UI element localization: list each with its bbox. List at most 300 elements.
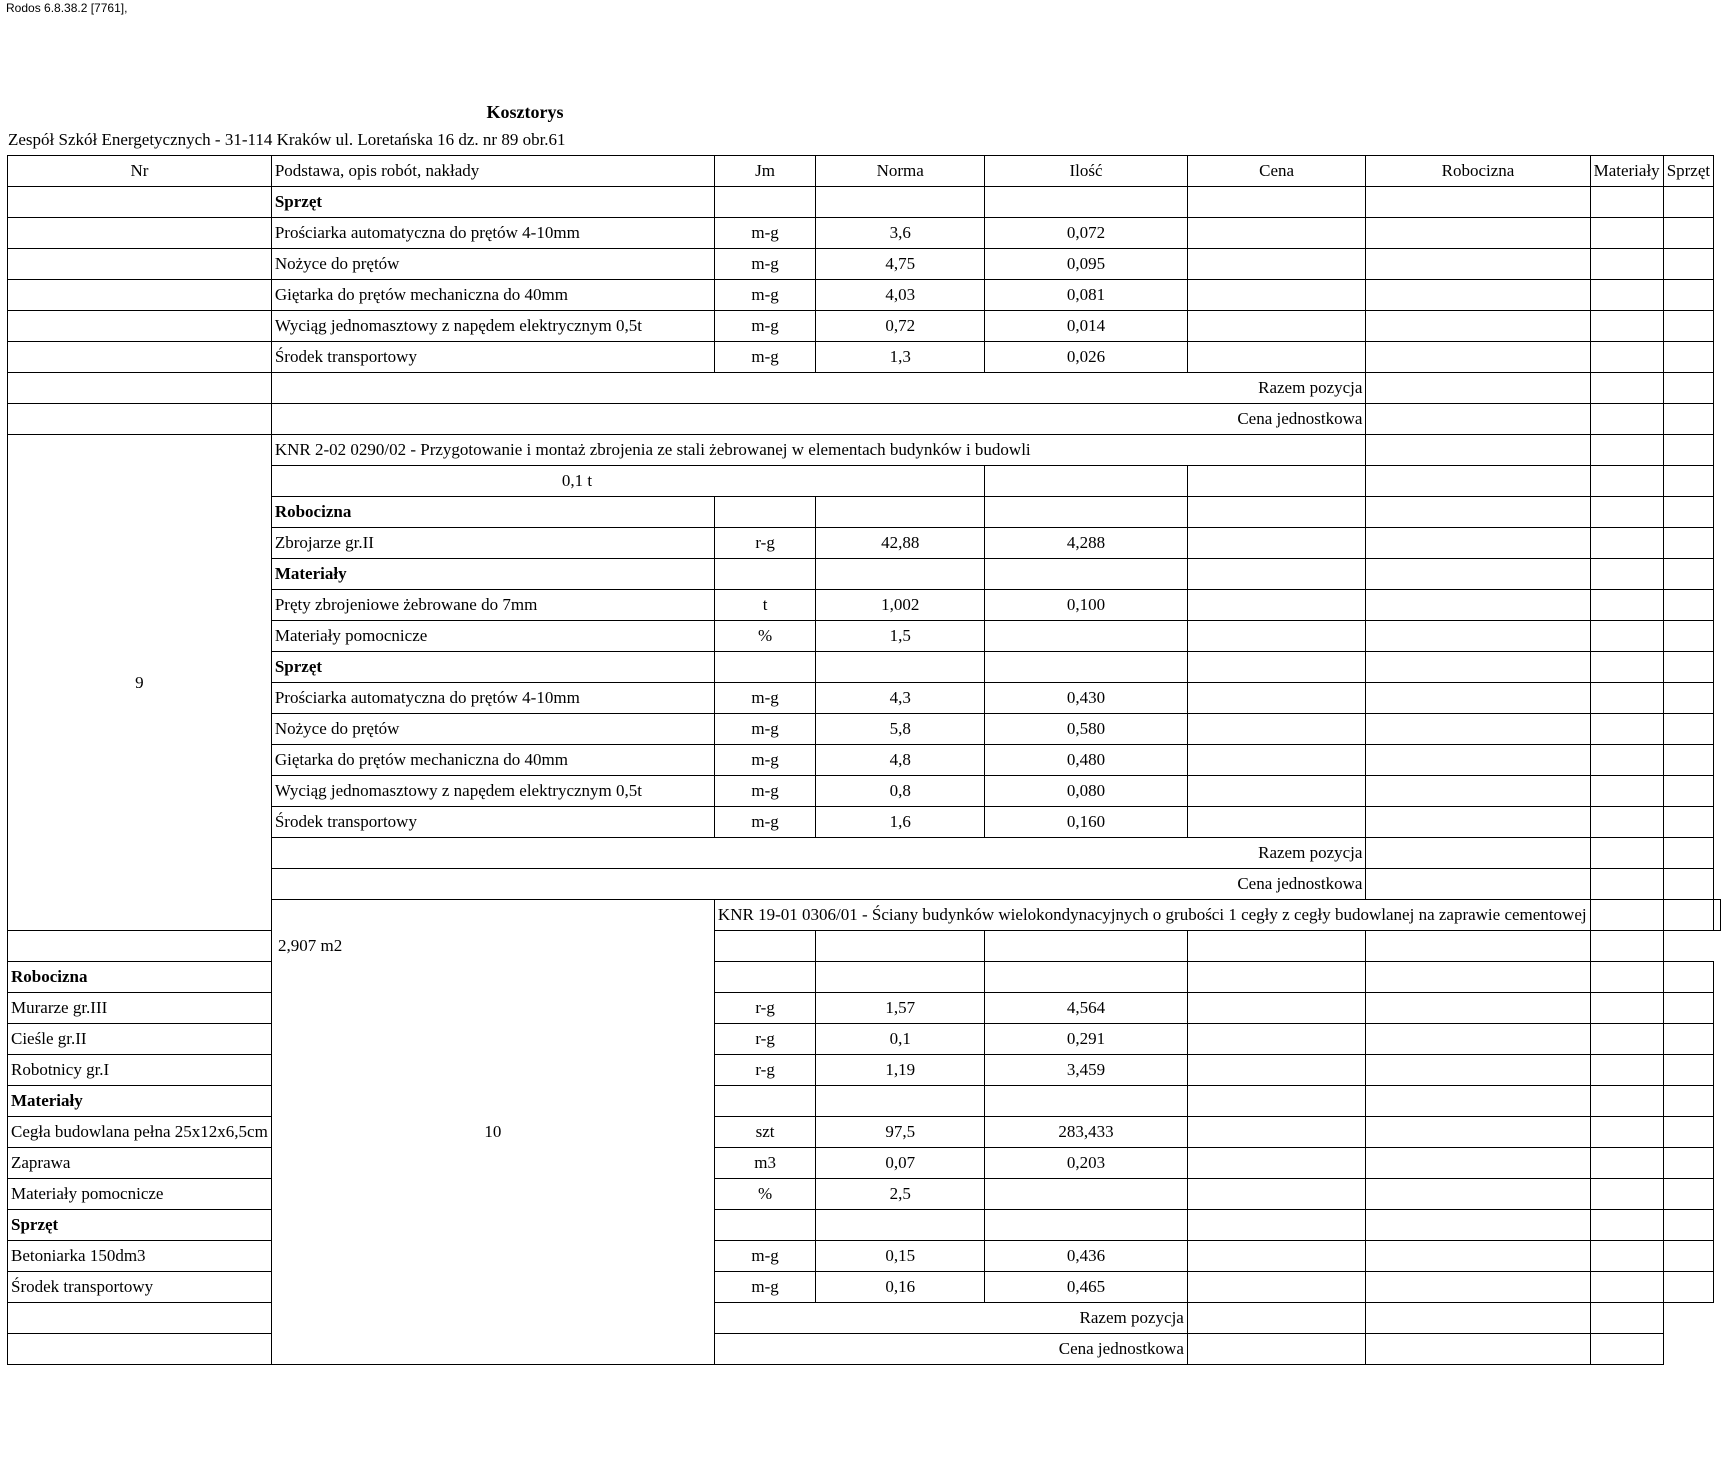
empty-cell <box>985 559 1188 590</box>
empty-cell <box>1663 311 1713 342</box>
empty-cell <box>1663 1272 1713 1303</box>
item-ilosc: 0,480 <box>985 745 1188 776</box>
empty-cell <box>1663 1055 1713 1086</box>
empty-cell <box>1366 373 1590 404</box>
empty-cell <box>1663 683 1713 714</box>
empty-cell <box>1187 590 1366 621</box>
position-number: 10 <box>271 900 714 1365</box>
empty-cell <box>1590 776 1663 807</box>
empty-cell <box>1187 1055 1366 1086</box>
empty-cell <box>1187 466 1366 497</box>
empty-cell <box>1590 466 1663 497</box>
empty-cell <box>1663 559 1713 590</box>
table-row <box>8 1272 1721 1303</box>
empty-cell <box>1663 1117 1713 1148</box>
empty-cell <box>985 962 1188 993</box>
item-jm: m-g <box>714 1272 815 1303</box>
column-header: Nr <box>8 156 272 187</box>
empty-cell <box>1663 590 1713 621</box>
table-row <box>8 1303 1721 1334</box>
empty-cell <box>1590 497 1663 528</box>
item-jm: szt <box>714 1117 815 1148</box>
empty-cell <box>1366 714 1590 745</box>
empty-cell <box>1590 404 1663 435</box>
item-norma: 0,15 <box>816 1241 985 1272</box>
empty-cell <box>1663 1148 1713 1179</box>
empty-cell <box>816 962 985 993</box>
empty-cell <box>1187 497 1366 528</box>
item-name: Prościarka automatyczna do prętów 4-10mm <box>271 683 714 714</box>
cena-jedn-label: Cena jednostkowa <box>8 1334 1188 1365</box>
empty-cell <box>1590 1117 1663 1148</box>
empty-cell <box>1366 1303 1590 1334</box>
empty-cell <box>1590 435 1663 466</box>
item-ilosc: 4,288 <box>985 528 1188 559</box>
empty-cell <box>1366 1148 1590 1179</box>
empty-cell <box>1663 280 1713 311</box>
item-norma: 1,3 <box>816 342 985 373</box>
column-header: Cena <box>1187 156 1366 187</box>
table-row <box>8 1241 1721 1272</box>
empty-cell <box>1366 1024 1590 1055</box>
item-ilosc: 0,026 <box>985 342 1188 373</box>
item-norma: 5,8 <box>816 714 985 745</box>
empty-cell <box>1590 218 1663 249</box>
position-number: 9 <box>8 435 272 931</box>
item-ilosc: 0,160 <box>985 807 1188 838</box>
empty-cell <box>1590 807 1663 838</box>
empty-cell <box>1590 280 1663 311</box>
item-norma: 0,72 <box>816 311 985 342</box>
empty-cell <box>1187 280 1366 311</box>
item-ilosc: 0,014 <box>985 311 1188 342</box>
empty-cell <box>1187 1179 1366 1210</box>
item-norma: 97,5 <box>816 1117 985 1148</box>
column-header: Norma <box>816 156 985 187</box>
section-label: Robocizna <box>271 497 714 528</box>
item-norma: 4,3 <box>816 683 985 714</box>
item-ilosc <box>985 621 1188 652</box>
item-ilosc: 0,465 <box>985 1272 1188 1303</box>
section-label: Materiały <box>8 1086 272 1117</box>
empty-cell <box>816 497 985 528</box>
table-row <box>8 1179 1721 1210</box>
empty-cell <box>1590 683 1663 714</box>
nr-cell <box>8 311 272 342</box>
empty-cell <box>816 931 985 962</box>
table-row <box>8 962 1721 993</box>
empty-cell <box>1187 311 1366 342</box>
empty-cell <box>714 559 815 590</box>
empty-cell <box>1366 869 1590 900</box>
item-norma: 3,6 <box>816 218 985 249</box>
item-jm: r-g <box>714 993 815 1024</box>
empty-cell <box>1187 559 1366 590</box>
empty-cell <box>1366 528 1590 559</box>
empty-cell <box>1590 745 1663 776</box>
empty-cell <box>816 187 985 218</box>
empty-cell <box>1590 342 1663 373</box>
table-row <box>8 404 1721 435</box>
item-jm: m-g <box>714 714 815 745</box>
empty-cell <box>1366 497 1590 528</box>
table-row <box>8 1086 1721 1117</box>
item-norma: 2,5 <box>816 1179 985 1210</box>
empty-cell <box>1663 249 1713 280</box>
item-name: Środek transportowy <box>271 807 714 838</box>
section-label: Sprzęt <box>271 652 714 683</box>
empty-cell <box>1590 838 1663 869</box>
item-name: Murarze gr.III <box>8 993 272 1024</box>
empty-cell <box>985 497 1188 528</box>
item-ilosc: 0,081 <box>985 280 1188 311</box>
item-norma: 0,16 <box>816 1272 985 1303</box>
item-norma: 0,07 <box>816 1148 985 1179</box>
empty-cell <box>1590 900 1663 931</box>
empty-cell <box>1663 621 1713 652</box>
empty-cell <box>1663 404 1713 435</box>
empty-cell <box>985 1086 1188 1117</box>
empty-cell <box>816 652 985 683</box>
empty-cell <box>1187 745 1366 776</box>
table-row <box>8 1210 1721 1241</box>
item-norma: 0,1 <box>816 1024 985 1055</box>
empty-cell <box>1366 1334 1590 1365</box>
item-ilosc: 0,291 <box>985 1024 1188 1055</box>
empty-cell <box>1187 218 1366 249</box>
empty-cell <box>1590 590 1663 621</box>
item-name: Środek transportowy <box>8 1272 272 1303</box>
position-description: KNR 19-01 0306/01 - Ściany budynków wielokondynacyjnych o grubości 1 cegły z cegły budowlanej na zaprawie cementowej <box>714 900 1590 931</box>
empty-cell <box>1663 187 1713 218</box>
item-ilosc: 0,100 <box>985 590 1188 621</box>
empty-cell <box>1366 249 1590 280</box>
empty-cell <box>1663 1210 1713 1241</box>
empty-cell <box>1663 218 1713 249</box>
empty-cell <box>1663 900 1713 931</box>
empty-cell <box>1366 1179 1590 1210</box>
empty-cell <box>1663 745 1713 776</box>
empty-cell <box>1590 187 1663 218</box>
table-row <box>8 1334 1721 1365</box>
empty-cell <box>1187 187 1366 218</box>
empty-cell <box>1663 714 1713 745</box>
column-header: Robocizna <box>1366 156 1590 187</box>
item-name: Giętarka do prętów mechaniczna do 40mm <box>271 280 714 311</box>
nr-cell <box>8 187 272 218</box>
empty-cell <box>1187 776 1366 807</box>
item-jm: m-g <box>714 218 815 249</box>
empty-cell <box>1590 652 1663 683</box>
empty-cell <box>714 962 815 993</box>
empty-cell <box>1590 1303 1663 1334</box>
nr-cell <box>8 342 272 373</box>
empty-cell <box>1663 869 1713 900</box>
item-name: Giętarka do prętów mechaniczna do 40mm <box>271 745 714 776</box>
item-name: Wyciąg jednomasztowy z napędem elektrycznym 0,5t <box>271 776 714 807</box>
cena-jedn-label: Cena jednostkowa <box>271 404 1366 435</box>
item-norma: 4,8 <box>816 745 985 776</box>
item-norma: 4,03 <box>816 280 985 311</box>
item-jm: m-g <box>714 342 815 373</box>
item-name: Pręty zbrojeniowe żebrowane do 7mm <box>271 590 714 621</box>
cost-estimate-table <box>7 155 1721 1365</box>
empty-cell <box>1187 652 1366 683</box>
item-norma: 1,19 <box>816 1055 985 1086</box>
empty-cell <box>714 187 815 218</box>
empty-cell <box>1366 838 1590 869</box>
empty-cell <box>1366 311 1590 342</box>
razem-label: Razem pozycja <box>271 373 1366 404</box>
empty-cell <box>1590 1272 1663 1303</box>
empty-cell <box>1663 1024 1713 1055</box>
empty-cell <box>985 466 1188 497</box>
item-jm: m-g <box>714 807 815 838</box>
item-name: Wyciąg jednomasztowy z napędem elektrycznym 0,5t <box>271 311 714 342</box>
item-ilosc: 3,459 <box>985 1055 1188 1086</box>
empty-cell <box>1187 993 1366 1024</box>
item-name: Betoniarka 150dm3 <box>8 1241 272 1272</box>
table-row <box>8 1148 1721 1179</box>
empty-cell <box>1366 1055 1590 1086</box>
empty-cell <box>1187 342 1366 373</box>
empty-cell <box>8 404 272 435</box>
item-jm: m-g <box>714 745 815 776</box>
empty-cell <box>1663 528 1713 559</box>
empty-cell <box>1663 373 1713 404</box>
item-jm: m-g <box>714 249 815 280</box>
empty-cell <box>1590 1334 1663 1365</box>
empty-cell <box>1187 1024 1366 1055</box>
empty-cell <box>714 497 815 528</box>
item-norma: 0,8 <box>816 776 985 807</box>
nr-cell <box>8 280 272 311</box>
empty-cell <box>714 652 815 683</box>
table-row <box>8 1055 1721 1086</box>
empty-cell <box>1590 714 1663 745</box>
empty-cell <box>1187 1210 1366 1241</box>
empty-cell <box>1366 683 1590 714</box>
item-norma: 1,5 <box>816 621 985 652</box>
cena-jedn-label: Cena jednostkowa <box>271 869 1366 900</box>
empty-cell <box>1366 1210 1590 1241</box>
empty-cell <box>1663 652 1713 683</box>
empty-cell <box>1590 559 1663 590</box>
empty-cell <box>1590 1210 1663 1241</box>
item-jm: m-g <box>714 280 815 311</box>
empty-cell <box>1663 497 1713 528</box>
empty-cell <box>1366 435 1590 466</box>
empty-cell <box>1187 1334 1366 1365</box>
item-jm: m-g <box>714 1241 815 1272</box>
item-ilosc: 0,072 <box>985 218 1188 249</box>
empty-cell <box>1187 1272 1366 1303</box>
empty-cell <box>714 1086 815 1117</box>
item-jm: r-g <box>714 528 815 559</box>
empty-cell <box>1663 838 1713 869</box>
item-ilosc: 0,430 <box>985 683 1188 714</box>
empty-cell <box>1590 311 1663 342</box>
empty-cell <box>1187 1117 1366 1148</box>
empty-cell <box>1590 1055 1663 1086</box>
empty-cell <box>1187 1303 1366 1334</box>
empty-cell <box>1663 776 1713 807</box>
item-ilosc: 0,580 <box>985 714 1188 745</box>
empty-cell <box>816 1210 985 1241</box>
empty-cell <box>1366 1086 1590 1117</box>
item-name: Cegła budowlana pełna 25x12x6,5cm <box>8 1117 272 1148</box>
empty-cell <box>1663 466 1713 497</box>
empty-cell <box>1366 404 1590 435</box>
item-jm: % <box>714 1179 815 1210</box>
empty-cell <box>1590 931 1663 962</box>
empty-cell <box>1366 962 1590 993</box>
empty-cell <box>1663 993 1713 1024</box>
table-row <box>8 435 1721 466</box>
item-name: Nożyce do prętów <box>271 714 714 745</box>
empty-cell <box>1187 1148 1366 1179</box>
item-jm: m3 <box>714 1148 815 1179</box>
table-row <box>8 187 1721 218</box>
empty-cell <box>1366 1117 1590 1148</box>
table-row <box>8 218 1721 249</box>
table-row <box>8 1117 1721 1148</box>
empty-cell <box>1187 1086 1366 1117</box>
item-norma: 4,75 <box>816 249 985 280</box>
empty-cell <box>1590 1179 1663 1210</box>
empty-cell <box>1187 621 1366 652</box>
empty-cell <box>1366 280 1590 311</box>
empty-cell <box>1187 249 1366 280</box>
empty-cell <box>1366 187 1590 218</box>
item-ilosc: 0,095 <box>985 249 1188 280</box>
section-label: Robocizna <box>8 962 272 993</box>
item-name: Materiały pomocnicze <box>8 1179 272 1210</box>
item-name: Cieśle gr.II <box>8 1024 272 1055</box>
position-description: KNR 2-02 0290/02 - Przygotowanie i montaż zbrojenia ze stali żebrowanej w elementach budynków i budowli <box>271 435 1366 466</box>
item-jm: % <box>714 621 815 652</box>
empty-cell <box>1187 528 1366 559</box>
empty-cell <box>1663 435 1713 466</box>
table-row <box>8 931 1721 962</box>
empty-cell <box>1366 993 1590 1024</box>
empty-cell <box>985 187 1188 218</box>
item-norma: 1,6 <box>816 807 985 838</box>
document-title: Kosztorys <box>486 102 564 122</box>
nr-cell <box>8 218 272 249</box>
empty-cell <box>816 1086 985 1117</box>
item-norma: 42,88 <box>816 528 985 559</box>
razem-label: Razem pozycja <box>271 838 1366 869</box>
software-version: Rodos 6.8.38.2 [7761], <box>6 1 128 15</box>
empty-cell <box>1366 342 1590 373</box>
nr-cell <box>8 249 272 280</box>
position-quantity: 2,907 m2 <box>8 931 816 962</box>
item-norma: 1,002 <box>816 590 985 621</box>
empty-cell <box>1663 1241 1713 1272</box>
column-header: Jm <box>714 156 815 187</box>
empty-cell <box>985 652 1188 683</box>
empty-cell <box>1590 1241 1663 1272</box>
table-row <box>8 1024 1721 1055</box>
empty-cell <box>1366 776 1590 807</box>
empty-cell <box>1366 1241 1590 1272</box>
empty-cell <box>1590 373 1663 404</box>
table-row <box>8 311 1721 342</box>
section-label: Sprzęt <box>271 187 714 218</box>
empty-cell <box>1366 559 1590 590</box>
empty-cell <box>1590 1148 1663 1179</box>
item-name: Nożyce do prętów <box>271 249 714 280</box>
table-row <box>8 373 1721 404</box>
table-row <box>8 342 1721 373</box>
item-jm: r-g <box>714 1024 815 1055</box>
empty-cell <box>1187 807 1366 838</box>
empty-cell <box>1366 466 1590 497</box>
item-jm: m-g <box>714 776 815 807</box>
table-row <box>8 280 1721 311</box>
table-row <box>8 156 1721 187</box>
item-ilosc: 283,433 <box>985 1117 1188 1148</box>
empty-cell <box>1366 745 1590 776</box>
empty-cell <box>1590 869 1663 900</box>
section-label: Sprzęt <box>8 1210 272 1241</box>
empty-cell <box>1590 993 1663 1024</box>
empty-cell <box>1187 714 1366 745</box>
empty-cell <box>1187 931 1366 962</box>
item-norma: 1,57 <box>816 993 985 1024</box>
item-ilosc: 0,436 <box>985 1241 1188 1272</box>
empty-cell <box>1590 621 1663 652</box>
item-jm: r-g <box>714 1055 815 1086</box>
empty-cell <box>1366 621 1590 652</box>
item-name: Robotnicy gr.I <box>8 1055 272 1086</box>
empty-cell <box>985 931 1188 962</box>
empty-cell <box>1366 1272 1590 1303</box>
empty-cell <box>1590 1086 1663 1117</box>
column-header: Ilość <box>985 156 1188 187</box>
empty-cell <box>1590 528 1663 559</box>
empty-cell <box>1366 931 1590 962</box>
position-quantity: 0,1 t <box>271 466 984 497</box>
empty-cell <box>1663 342 1713 373</box>
item-name: Materiały pomocnicze <box>271 621 714 652</box>
empty-cell <box>1714 900 1721 931</box>
razem-label: Razem pozycja <box>8 1303 1188 1334</box>
table-row <box>8 249 1721 280</box>
item-jm: t <box>714 590 815 621</box>
empty-cell <box>1187 962 1366 993</box>
empty-cell <box>8 373 272 404</box>
empty-cell <box>1366 218 1590 249</box>
empty-cell <box>714 1210 815 1241</box>
empty-cell <box>1187 1241 1366 1272</box>
empty-cell <box>1663 1086 1713 1117</box>
item-name: Środek transportowy <box>271 342 714 373</box>
item-jm: m-g <box>714 311 815 342</box>
column-header: Sprzęt <box>1663 156 1713 187</box>
empty-cell <box>1366 652 1590 683</box>
empty-cell <box>1590 249 1663 280</box>
item-ilosc: 0,080 <box>985 776 1188 807</box>
empty-cell <box>1366 807 1590 838</box>
empty-cell <box>816 559 985 590</box>
item-name: Zbrojarze gr.II <box>271 528 714 559</box>
empty-cell <box>1590 962 1663 993</box>
item-jm: m-g <box>714 683 815 714</box>
empty-cell <box>1366 590 1590 621</box>
empty-cell <box>1590 1024 1663 1055</box>
